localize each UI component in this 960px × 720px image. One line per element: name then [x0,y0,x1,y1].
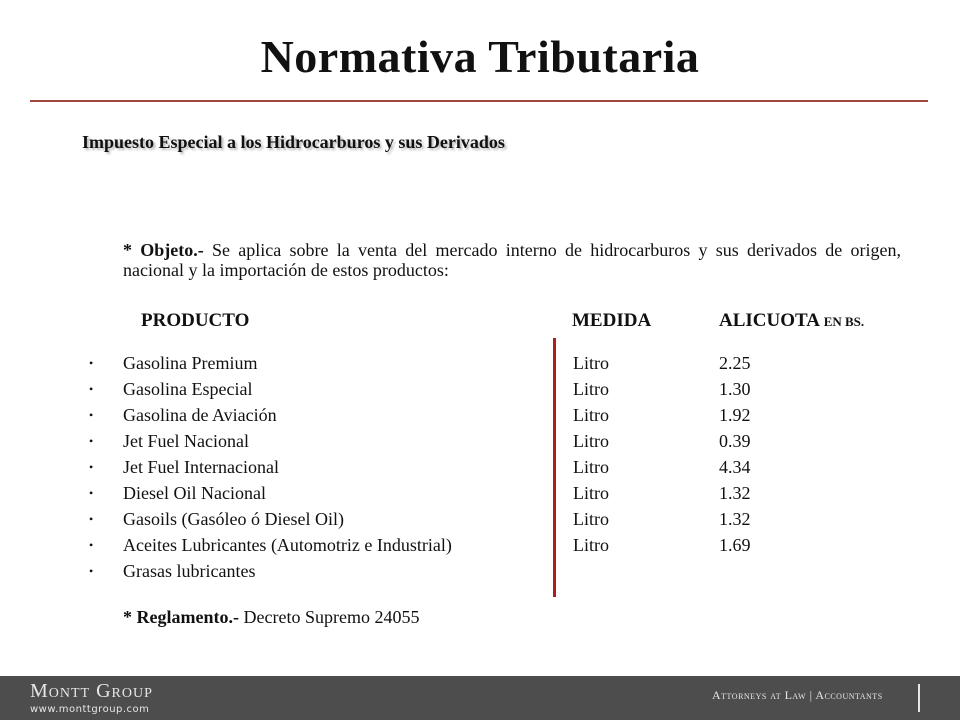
header-producto: PRODUCTO [141,310,250,331]
product-medida: Litro [573,405,609,425]
product-medida: Litro [573,509,609,529]
table-row [0,532,960,558]
product-alicuota: 1.32 [719,483,751,503]
footer-separator [918,684,920,712]
product-name: Diesel Oil Nacional [123,483,266,503]
table-row [0,350,960,376]
bullet-icon: • [89,538,94,552]
bullet-icon: • [89,512,94,526]
product-name: Gasolina Especial [123,379,253,399]
objeto-label: * Objeto.- [123,240,204,260]
section-subtitle: Impuesto Especial a los Hidrocarburos y sus Derivados [82,132,505,152]
product-alicuota: 4.34 [719,457,751,477]
product-name: Jet Fuel Nacional [123,431,249,451]
table-row [0,506,960,532]
reglamento-line [123,607,419,628]
brand-logo: Montt Group [30,680,153,702]
product-medida: Litro [573,483,609,503]
product-medida: Litro [573,353,609,373]
product-name: Aceites Lubricantes (Automotriz e Industrial) [123,535,452,555]
product-name: Jet Fuel Internacional [123,457,279,477]
page-title: Normativa Tributaria [260,31,700,82]
product-medida: Litro [573,457,609,477]
brand-url: www.monttgroup.com [30,704,150,715]
product-name: Gasoils (Gasóleo ó Diesel Oil) [123,509,344,529]
bullet-icon: • [89,564,94,578]
title-divider [30,100,928,102]
bullet-icon: • [89,408,94,422]
footer-tagline: Attorneys at Law | Accountants [712,688,883,702]
table-row [0,428,960,454]
product-alicuota: 0.39 [719,431,751,451]
bullet-icon: • [89,434,94,448]
footer-bar [0,676,960,720]
reglamento-text: Decreto Supremo 24055 [238,607,420,627]
product-name: Gasolina Premium [123,353,258,373]
table-row [0,376,960,402]
header-alicuota-unit: EN BS. [823,314,865,329]
product-medida: Litro [573,431,609,451]
bullet-icon: • [89,382,94,396]
product-alicuota: 1.30 [719,379,751,399]
product-name: Gasolina de Aviación [123,405,277,425]
header-medida: MEDIDA [572,310,652,331]
table-row [0,454,960,480]
header-alicuota [719,310,864,332]
bullet-icon: • [89,356,94,370]
bullet-icon: • [89,486,94,500]
header-alicuota-label: ALICUOTA [719,310,819,331]
product-alicuota: 2.25 [719,353,751,373]
product-alicuota: 1.69 [719,535,751,555]
product-alicuota: 1.92 [719,405,751,425]
objeto-paragraph [123,240,901,280]
product-medida: Litro [573,535,609,555]
table-row [0,402,960,428]
objeto-text: Se aplica sobre la venta del mercado interno de hidrocarburos y sus derivados de origen, nacional y la importación de estos productos: [123,240,901,280]
product-alicuota: 1.32 [719,509,751,529]
table-row [0,558,960,584]
product-table [0,350,960,584]
table-row [0,480,960,506]
bullet-icon: • [89,460,94,474]
product-medida: Litro [573,379,609,399]
reglamento-label: * Reglamento.- [123,607,239,627]
product-name: Grasas lubricantes [123,561,256,581]
